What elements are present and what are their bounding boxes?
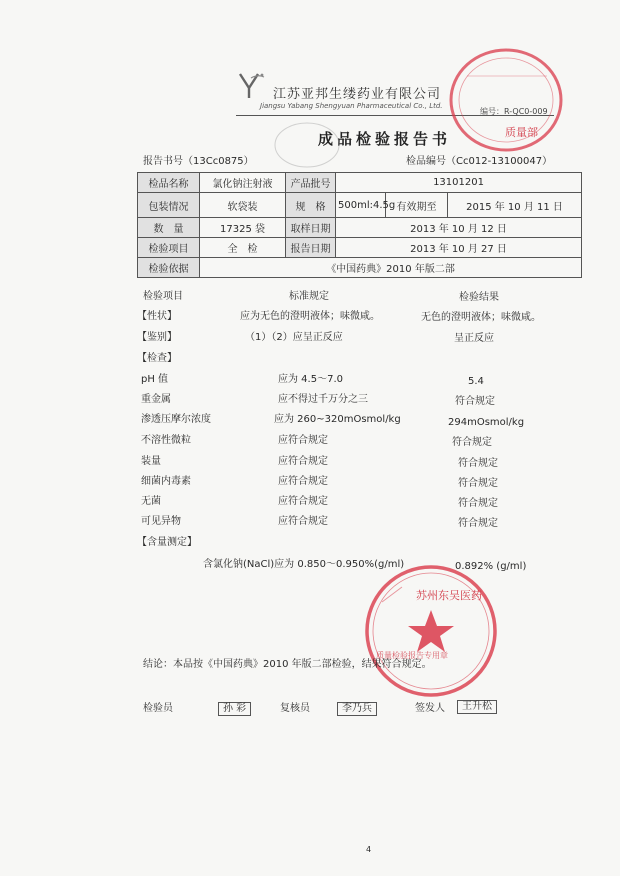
row-volume-result: 符合规定 bbox=[458, 458, 498, 469]
reviewer-signature: 李乃兵 bbox=[337, 702, 377, 716]
row-heavy-metal-standard: 应不得过千万分之三 bbox=[278, 394, 368, 405]
row-volume-item: 装量 bbox=[141, 456, 161, 467]
items-value: 全 检 bbox=[200, 238, 286, 258]
inspection-report-stamp bbox=[362, 562, 500, 700]
faint-stamp bbox=[272, 120, 342, 170]
expiry-value: 2015 年 10 月 11 日 bbox=[448, 193, 582, 218]
row-assay-standard: 含氯化钠(NaCl)应为 0.850～0.950%(g/ml) bbox=[203, 559, 405, 570]
conclusion-text: 结论：本品按《中国药典》2010 年版二部检验，结果符合规定。 bbox=[143, 659, 432, 670]
expiry-label: 有效期至 bbox=[386, 193, 448, 218]
info-table bbox=[137, 172, 582, 278]
company-name-cn: 江苏亚邦生缕药业有限公司 bbox=[273, 87, 442, 102]
row-particles-standard: 应符合规定 bbox=[278, 435, 328, 446]
row-appearance-result: 无色的澄明液体；味微咸。 bbox=[421, 312, 541, 323]
row-osmolality-item: 渗透压摩尔浓度 bbox=[141, 414, 211, 425]
row-appearance-standard: 应为无色的澄明液体；味微咸。 bbox=[240, 311, 380, 322]
row-appearance-item: 【性状】 bbox=[137, 311, 177, 322]
row-assay-result: 0.892% (g/ml) bbox=[455, 561, 527, 572]
document-code: 编号：R-QC0-009 bbox=[480, 107, 548, 116]
row-endotoxin-item: 细菌内毒素 bbox=[141, 476, 191, 487]
row-heavy-metal-result: 符合规定 bbox=[455, 396, 495, 407]
reviewer-label: 复核员 bbox=[280, 703, 310, 714]
inspector-label: 检验员 bbox=[143, 703, 173, 714]
product-name-label: 检品名称 bbox=[138, 173, 200, 193]
row-sterility-standard: 应符合规定 bbox=[278, 496, 328, 507]
product-name: 氯化钠注射液 bbox=[200, 173, 286, 193]
batch-label: 产品批号 bbox=[286, 173, 336, 193]
row-sterility-result: 符合规定 bbox=[458, 498, 498, 509]
issuer-label: 签发人 bbox=[415, 703, 445, 714]
row-ph-result: 5.4 bbox=[468, 376, 484, 387]
row-ph-standard: 应为 4.5～7.0 bbox=[278, 374, 343, 385]
row-visible-standard: 应符合规定 bbox=[278, 516, 328, 527]
basis-value: 《中国药典》2010 年版二部 bbox=[200, 258, 582, 278]
report-date-value: 2013 年 10 月 27 日 bbox=[336, 238, 582, 258]
row-endotoxin-standard: 应符合规定 bbox=[278, 476, 328, 487]
row-ph-item: pH 值 bbox=[141, 374, 169, 385]
row-volume-standard: 应符合规定 bbox=[278, 456, 328, 467]
stamp-bottom-inner: 质量检验报告专用章 bbox=[376, 651, 448, 660]
report-number: 报告书号（13Cc0875） bbox=[143, 156, 254, 167]
sampling-date-label: 取样日期 bbox=[286, 218, 336, 238]
inspector-signature: 孙 彩 bbox=[218, 702, 251, 716]
stamp-bottom-outer: 苏州东吴医药 bbox=[416, 589, 482, 602]
row-visible-item: 可见异物 bbox=[141, 516, 181, 527]
row-particles-result: 符合规定 bbox=[452, 437, 492, 448]
page-title: 成品检验报告书 bbox=[318, 130, 452, 148]
batch-number: 13101201 bbox=[336, 173, 582, 193]
col-result-header: 检验结果 bbox=[459, 292, 499, 303]
row-identification-result: 呈正反应 bbox=[454, 333, 494, 344]
stamp-top-label: 质量部 bbox=[505, 126, 538, 139]
sample-number: 检品编号（Cc012-13100047） bbox=[406, 156, 553, 167]
row-inspection-item: 【检查】 bbox=[137, 353, 177, 364]
col-standard-header: 标准规定 bbox=[289, 291, 329, 302]
spec-value: 500ml:4.5g bbox=[336, 193, 386, 218]
row-assay-item: 【含量测定】 bbox=[137, 537, 197, 548]
quantity-label: 数 量 bbox=[138, 218, 200, 238]
packaging-value: 软袋装 bbox=[200, 193, 286, 218]
spec-label: 规 格 bbox=[286, 193, 336, 218]
basis-label: 检验依据 bbox=[138, 258, 200, 278]
row-identification-standard: （1）（2）应呈正反应 bbox=[245, 332, 343, 343]
row-identification-item: 【鉴别】 bbox=[137, 332, 177, 343]
items-label: 检验项目 bbox=[138, 238, 200, 258]
sampling-date-value: 2013 年 10 月 12 日 bbox=[336, 218, 582, 238]
report-date-label: 报告日期 bbox=[286, 238, 336, 258]
company-logo bbox=[236, 72, 266, 100]
row-particles-item: 不溶性微粒 bbox=[141, 435, 191, 446]
col-item-header: 检验项目 bbox=[143, 291, 183, 302]
packaging-label: 包装情况 bbox=[138, 193, 200, 218]
quantity-value: 17325 袋 bbox=[200, 218, 286, 238]
row-sterility-item: 无菌 bbox=[141, 496, 161, 507]
row-endotoxin-result: 符合规定 bbox=[458, 478, 498, 489]
row-heavy-metal-item: 重金属 bbox=[141, 394, 171, 405]
company-name-en: Jiangsu Yabang Shengyuan Pharmaceutical Co., Ltd. bbox=[260, 102, 443, 110]
issuer-signature: 王升松 bbox=[457, 700, 497, 714]
row-osmolality-result: 294mOsmol/kg bbox=[448, 417, 525, 428]
row-osmolality-standard: 应为 260~320mOsmol/kg bbox=[274, 414, 401, 425]
page-number: 4 bbox=[366, 845, 372, 854]
row-visible-result: 符合规定 bbox=[458, 518, 498, 529]
